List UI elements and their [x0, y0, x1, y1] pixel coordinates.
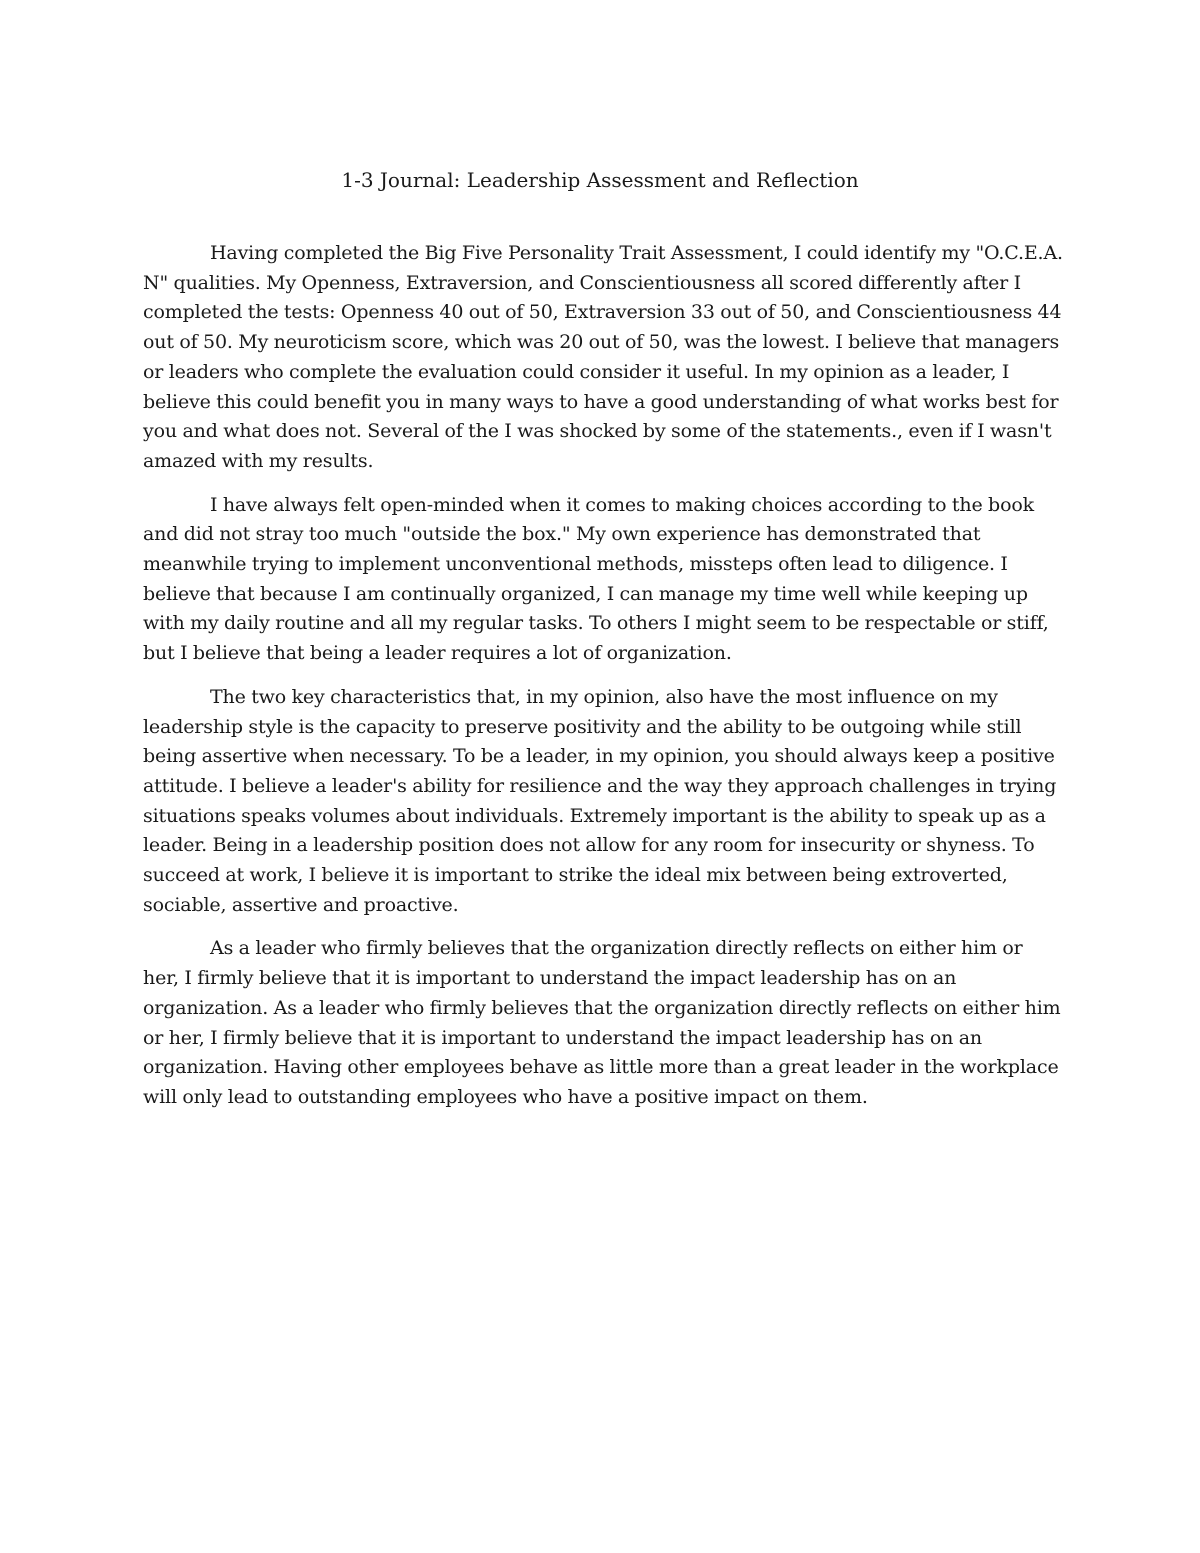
paragraph-3: The two key characteristics that, in my opinion, also have the most influence on my leadership style is the capacity to preserve positivity and the ability to be outgoing while still being assertive when necessary. To be a leader, in my opinion, you should always keep a positive attitude. I believe a leader's ability for resilience and the way they approach challenges in trying situations speaks volumes about individuals. Extremely important is the ability to speak up as a leader. Being in a leadership position does not allow for any room for insecurity or shyness. To succeed at work, I believe it is important to strike the ideal mix between being extroverted, sociable, assertive and proactive.	[143, 685, 1057, 916]
paragraph-4: As a leader who firmly believes that the organization directly reflects on either him or her, I firmly believe that it is important to understand the impact leadership has on an organization. As a leader who firmly believes that the organization directly reflects on either him or her, I firmly believe that it is important to understand the impact leadership has on an organization. Having other employees behave as little more than a great leader in the workplace will only lead to outstanding employees who have a positive impact on them.	[143, 937, 1061, 1108]
document-title: 1-3 Journal: Leadership Assessment and Reflection	[341, 168, 859, 192]
paragraph-2: I have always felt open-minded when it comes to making choices according to the book and did not stray too much "outside the box." My own experience has demonstrated that meanwhile trying to implement unconventional methods, missteps often lead to diligence. I believe that because I am continually organized, I can manage my time well while keeping up with my daily routine and all my regular tasks. To others I might seem to be respectable or stiff, but I believe that being a leader requires a lot of organization.	[143, 493, 1049, 665]
document-body	[143, 239, 1063, 1127]
paragraph-1: Having completed the Big Five Personality Trait Assessment, I could identify my "O.C.E.A. N" qualities. My Openness, Extraversion, and Conscientiousness all scored differently after I completed the tests: Openness 40 out of 50, Extraversion 33 out of 50, and Conscientiousness 44 out of 50. My neuroticism score, which was 20 out of 50, was the lowest. I believe that managers or leaders who complete the evaluation could consider it useful. In my opinion as a leader, I believe this could benefit you in many ways to have a good understanding of what works best for you and what does not. Several of the I was shocked by some of the statements., even if I wasn't amazed with my results.	[143, 242, 1063, 472]
